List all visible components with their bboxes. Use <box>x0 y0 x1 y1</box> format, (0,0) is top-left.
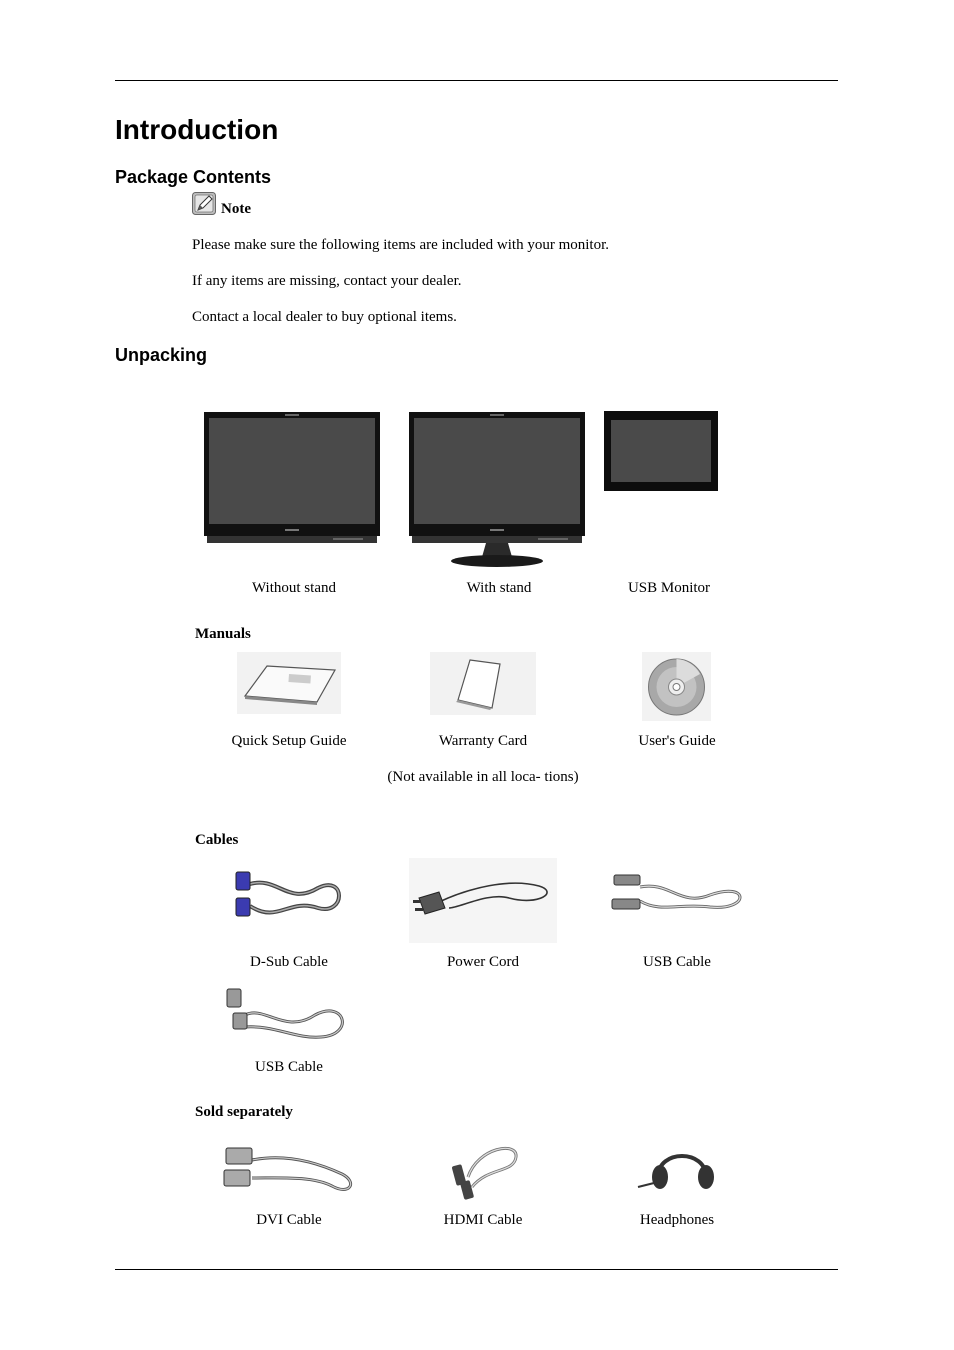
caption-usb-cable: USB Cable <box>643 954 711 970</box>
monitor-with-stand-icon <box>408 411 586 569</box>
caption-warranty-card-note: (Not available in all loca- tions) <box>387 769 579 785</box>
usb-monitor-icon <box>604 411 718 491</box>
note-line-2: If any items are missing, contact your dealer. <box>192 273 462 289</box>
caption-usb-cable-2: USB Cable <box>255 1059 323 1075</box>
monitor-without-stand-icon <box>203 411 381 545</box>
note-pencil-icon <box>192 192 216 215</box>
caption-power-cord: Power Cord <box>446 954 520 970</box>
section-heading-package-contents: Package Contents <box>115 167 272 187</box>
dsub-cable-icon <box>228 866 344 926</box>
note-line-3: Contact a local dealer to buy optional items. <box>192 309 457 325</box>
usb-cable-icon <box>610 871 744 917</box>
note-label: Note <box>221 201 251 217</box>
hdmi-cable-icon <box>448 1137 520 1201</box>
quick-setup-guide-icon <box>237 652 341 714</box>
note-line-1: Please make sure the following items are included with your monitor. <box>192 237 609 253</box>
caption-without-stand: Without stand <box>252 580 336 596</box>
cd-disc-icon <box>642 652 711 721</box>
section-heading-unpacking: Unpacking <box>115 345 208 365</box>
warranty-card-icon <box>430 652 536 715</box>
caption-users-guide: User's Guide <box>638 733 716 749</box>
caption-quick-setup-guide: Quick Setup Guide <box>231 733 347 749</box>
section-cables: Cables <box>195 832 239 848</box>
top-rule <box>115 80 838 81</box>
bottom-rule <box>115 1269 838 1270</box>
caption-warranty-card: Warranty Card <box>438 733 528 749</box>
caption-headphones: Headphones <box>639 1212 715 1228</box>
caption-usb-monitor: USB Monitor <box>627 580 711 596</box>
caption-with-stand: With stand <box>466 580 532 596</box>
section-manuals: Manuals <box>195 626 251 642</box>
page-title: Introduction <box>115 114 279 145</box>
caption-dsub-cable: D-Sub Cable <box>250 954 328 970</box>
power-cord-icon <box>409 858 557 943</box>
headphones-icon <box>634 1143 724 1195</box>
caption-dvi-cable: DVI Cable <box>256 1212 322 1228</box>
section-sold-separately: Sold separately <box>195 1104 293 1120</box>
dvi-cable-icon <box>222 1140 356 1194</box>
usb-cable-2-icon <box>225 985 353 1045</box>
caption-hdmi-cable: HDMI Cable <box>443 1212 523 1228</box>
